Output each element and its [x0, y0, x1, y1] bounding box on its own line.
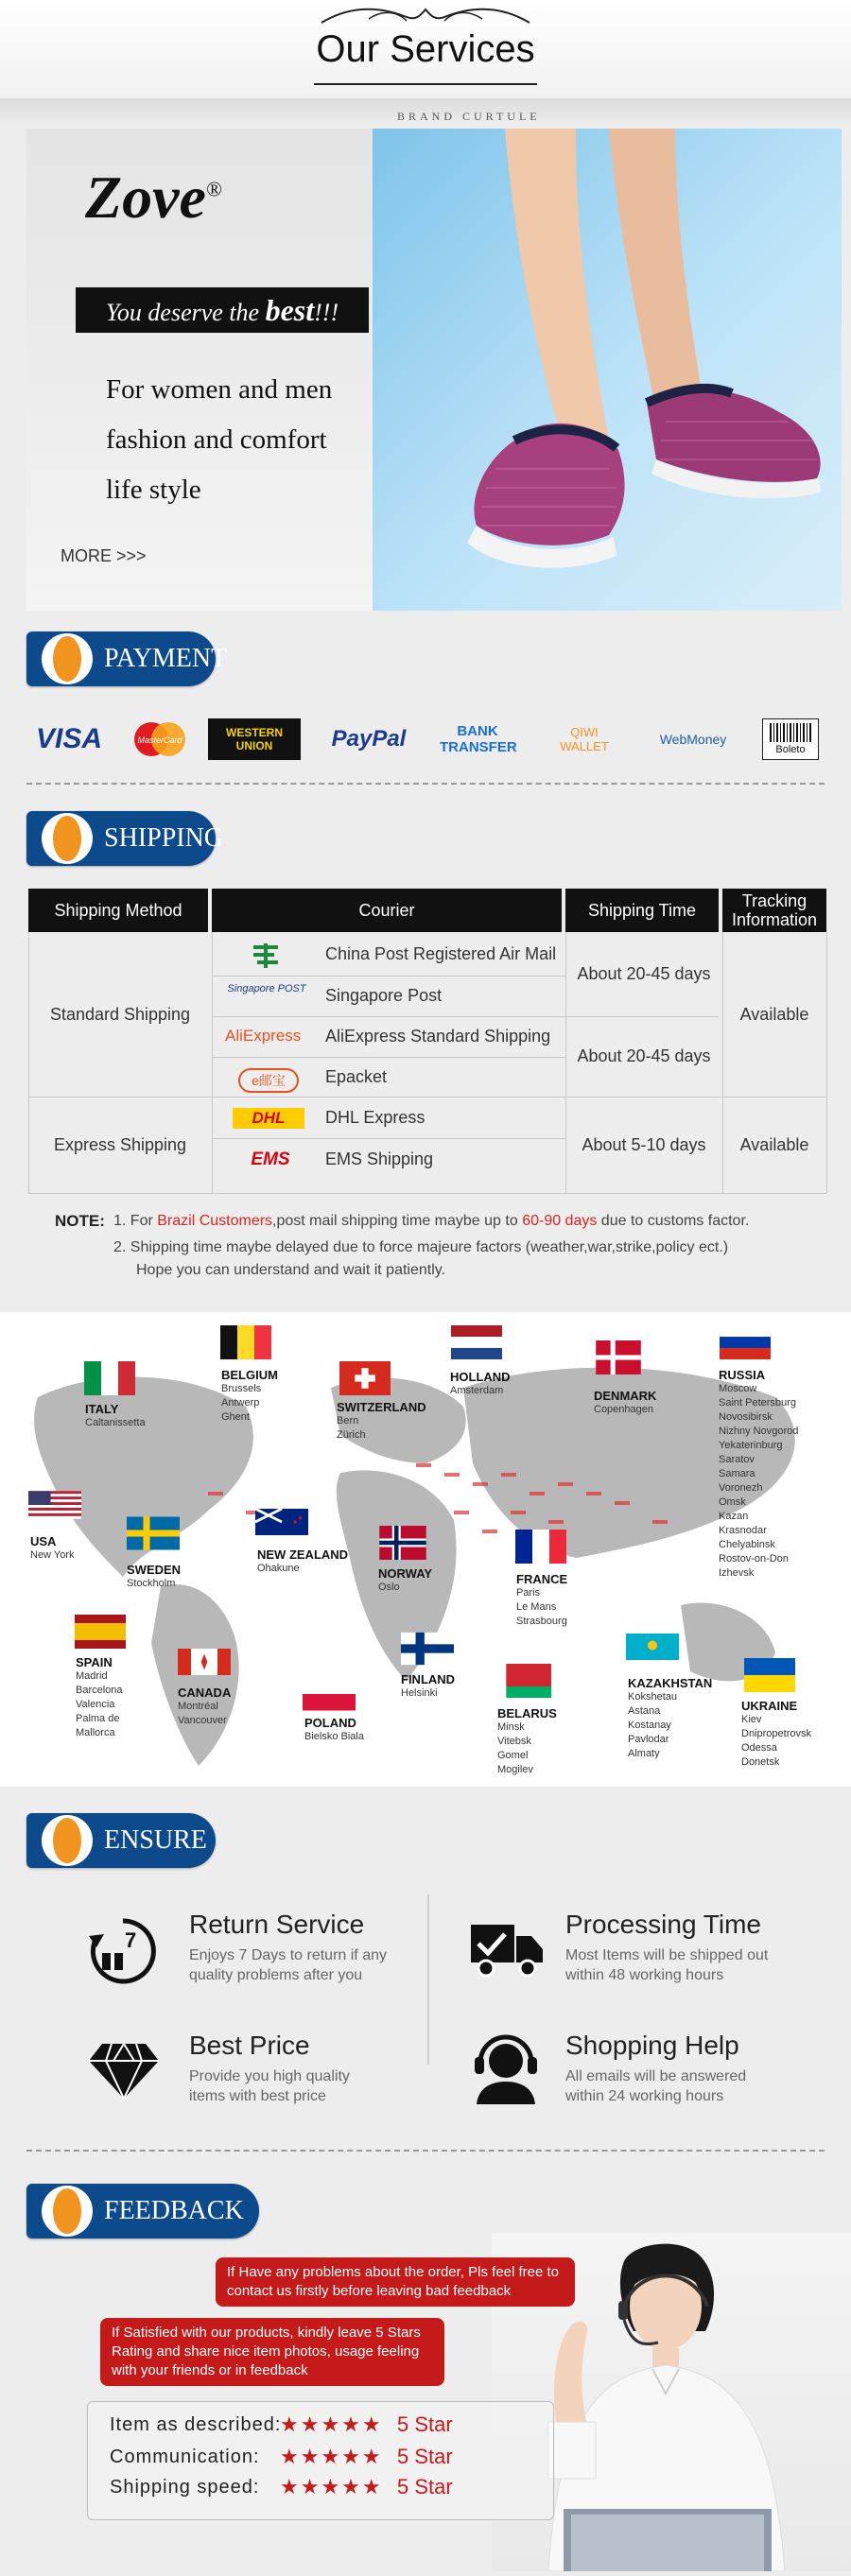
feedback-bubble-rating: If Satisfied with our products, kindly leave 5 Stars Rating and share nice item photos, usage feeling with your friends or in feedback — [100, 2318, 444, 2386]
country-ukraine: UKRAINE — [741, 1699, 798, 1713]
th-shipping-method: Shipping Method — [28, 889, 208, 932]
flag-italy-icon — [83, 1361, 136, 1395]
rating-label-item: Item as described: — [110, 2414, 282, 2435]
country-holland: HOLLAND — [450, 1370, 511, 1384]
qiwi-wallet-logo: QIWI WALLET — [560, 725, 609, 753]
cities-italy: Caltanissetta — [85, 1417, 146, 1428]
cities-new-zealand: Ohakune — [257, 1563, 300, 1574]
rating-text-item: 5 Star — [397, 2412, 453, 2436]
payment-logos — [26, 718, 821, 760]
flag-russia-icon — [719, 1325, 772, 1359]
flag-usa-icon — [28, 1488, 81, 1522]
courier-ems: EMS Shipping — [325, 1149, 434, 1168]
ensure-divider — [427, 1894, 429, 2065]
courier-aliexpress: AliExpress Standard Shipping — [325, 1027, 551, 1046]
slogan-banner: You deserve the best!!! — [76, 287, 369, 333]
ensure-desc-return: Enjoys 7 Days to return if any quality problems after you — [189, 1947, 387, 1983]
cities-norway: Oslo — [378, 1582, 400, 1593]
feedback-badge: FEEDBACK — [26, 2184, 259, 2239]
tracking-standard: Available — [739, 1004, 809, 1024]
flag-norway-icon — [376, 1526, 429, 1560]
th-shipping-time: Shipping Time — [565, 889, 719, 932]
ensure-title-return: Return Service — [189, 1910, 365, 1939]
flag-sweden-icon — [127, 1516, 180, 1550]
cities-holland: Amsterdam — [450, 1385, 504, 1396]
flag-switzerland-icon — [339, 1361, 391, 1395]
time-standard-1: About 20-45 days — [577, 964, 711, 983]
time-standard-2: About 20-45 days — [577, 1046, 711, 1065]
flag-spain-icon — [74, 1615, 127, 1649]
flag-ukraine-icon — [743, 1658, 796, 1692]
country-belgium: BELGIUM — [221, 1368, 278, 1382]
cities-finland: Helsinki — [401, 1687, 438, 1699]
china-post-logo — [250, 940, 282, 972]
brand-text: BRAND CURTULE — [397, 110, 541, 123]
brand-logo: Zove® — [85, 164, 222, 231]
rating-label-shipping: Shipping speed: — [110, 2477, 260, 2498]
time-express: About 5-10 days — [582, 1134, 706, 1154]
cities-russia: Moscow Saint Petersburg Novosibirsk Nizhny Novgorod Yekaterinburg Saratov Samara Voronezh Omsk Kazan Krasnodar Chelyabinsk Rostov-on-Don Izhevsk — [719, 1383, 799, 1579]
ensure-title-help: Shopping Help — [565, 2031, 739, 2060]
flag-poland-icon — [303, 1677, 356, 1711]
services-header — [0, 0, 851, 98]
webmoney-logo: WebMoney — [659, 732, 727, 747]
rating-text-communication: 5 Star — [397, 2445, 453, 2468]
cities-usa: New York — [30, 1549, 75, 1561]
page-title: Our Services — [316, 28, 535, 70]
payment-badge: PAYMENT — [26, 631, 216, 686]
shipping-badge: SHIPPING — [26, 811, 216, 866]
ensure-title-price: Best Price — [189, 2031, 310, 2060]
ems-logo: EMS — [251, 1150, 290, 1169]
country-kazakhstan: KAZAKHSTAN — [628, 1676, 713, 1690]
dhl-logo: DHL — [233, 1108, 304, 1129]
country-belarus: BELARUS — [497, 1706, 557, 1720]
country-sweden: SWEDEN — [127, 1563, 182, 1577]
cities-denmark: Copenhagen — [594, 1404, 654, 1415]
brand-band — [0, 98, 851, 129]
country-canada: CANADA — [178, 1686, 232, 1700]
headset-icon — [473, 2034, 539, 2104]
country-finland: FINLAND — [401, 1672, 456, 1686]
epacket-logo: e邮宝 — [238, 1068, 299, 1093]
flag-canada-icon — [178, 1645, 231, 1679]
rating-stars-item: ★★★★★ — [280, 2412, 383, 2436]
country-usa: USA — [30, 1534, 57, 1548]
ensure-desc-help: All emails will be answered within 24 working hours — [565, 2068, 747, 2104]
flag-belarus-icon — [499, 1664, 552, 1698]
shipping-table — [28, 889, 826, 1193]
flag-france-icon — [514, 1530, 567, 1564]
rating-text-shipping: 5 Star — [397, 2475, 453, 2498]
method-standard: Standard Shipping — [49, 1004, 191, 1024]
country-new-zealand: NEW ZEALAND — [257, 1547, 349, 1562]
country-italy: ITALY — [85, 1402, 119, 1416]
ensure-title-processing: Processing Time — [565, 1910, 761, 1939]
country-spain: SPAIN — [76, 1655, 113, 1669]
country-norway: NORWAY — [378, 1566, 433, 1581]
truck-icon — [469, 1919, 545, 1981]
cities-belgium: Brussels Antwerp Ghent — [221, 1383, 262, 1423]
th-tracking: Tracking Information — [722, 889, 826, 932]
world-map-panel — [0, 1312, 851, 1787]
more-link[interactable]: MORE >>> — [61, 546, 147, 565]
section-divider — [26, 783, 825, 785]
ensure-desc-price: Provide you high quality items with best price — [189, 2068, 350, 2104]
paypal-logo: PayPal — [331, 726, 407, 752]
th-courier: Courier — [212, 889, 562, 932]
svg-text:MasterCard: MasterCard — [137, 735, 182, 745]
flag-belgium-icon — [219, 1325, 272, 1359]
cities-sweden: Stockholm — [127, 1578, 176, 1589]
mastercard-logo — [130, 718, 189, 760]
title-underline — [314, 83, 537, 85]
hero-tagline: For women and men fashion and comfort life style — [106, 374, 333, 505]
hero-shoe-photo — [373, 129, 842, 611]
flag-kazakhstan-icon — [626, 1630, 679, 1664]
boleto-logo: Boleto — [762, 718, 819, 760]
diamond-icon — [87, 2042, 161, 2101]
courier-dhl: DHL Express — [325, 1107, 426, 1127]
tracking-express: Available — [739, 1134, 809, 1154]
courier-singapore-post: Singapore Post — [325, 986, 443, 1005]
aliexpress-logo: AliExpress — [225, 1027, 302, 1045]
bank-transfer-logo: BANK TRANSFER — [440, 723, 517, 755]
return-7-days-icon — [87, 1915, 159, 1987]
courier-china-post: China Post Registered Air Mail — [325, 943, 557, 963]
cities-switzerland: Bern Zürich — [337, 1415, 366, 1441]
cities-kazakhstan: Kokshetau Astana Kostanay Pavlodar Almaty — [628, 1691, 677, 1759]
cities-ukraine: Kiev Dnipropetrovsk Odessa Donetsk — [741, 1714, 811, 1768]
note-line-2: 2. Shipping time maybe delayed due to force majeure factors (weather,war,strike,policy ect.) — [113, 1239, 729, 1255]
country-france: FRANCE — [516, 1572, 568, 1586]
note-line-3: Hope you can understand and wait it patiently. — [136, 1262, 446, 1278]
flag-new-zealand-icon — [255, 1505, 308, 1539]
feedback-bubble-problems: If Have any problems about the order, Pls feel free to contact us firstly before leaving bad feedback — [216, 2257, 575, 2307]
flag-denmark-icon — [592, 1340, 645, 1374]
courier-epacket: Epacket — [325, 1066, 388, 1086]
singapore-post-logo: Singapore POST — [227, 983, 306, 994]
ensure-desc-processing: Most Items will be shipped out within 48 working hours — [565, 1947, 769, 1983]
cities-france: Paris Le Mans Strasbourg — [516, 1587, 567, 1627]
country-denmark: DENMARK — [594, 1389, 657, 1403]
country-russia: RUSSIA — [719, 1368, 766, 1382]
rating-stars-communication: ★★★★★ — [280, 2445, 383, 2468]
cities-poland: Bielsko Biala — [304, 1731, 364, 1742]
cities-canada: Montréal Vancouver — [178, 1701, 227, 1726]
western-union-logo: WESTERN UNION — [208, 718, 301, 760]
visa-logo: VISA — [35, 723, 103, 754]
flag-holland-icon — [450, 1325, 503, 1359]
country-poland: POLAND — [304, 1716, 356, 1730]
cities-belarus: Minsk Vitebsk Gomel Mogilev — [497, 1721, 533, 1775]
rating-label-communication: Communication: — [110, 2446, 260, 2467]
cities-spain: Madrid Barcelona Valencia Palma de Mallorca — [76, 1670, 123, 1738]
svg-text:7: 7 — [125, 1928, 137, 1952]
note-line-1: 1. For Brazil Customers,post mail shipping time maybe up to 60-90 days due to customs factor. — [113, 1213, 750, 1229]
note-label: NOTE: — [55, 1212, 105, 1230]
rating-stars-shipping: ★★★★★ — [280, 2475, 383, 2498]
ensure-badge: ENSURE — [26, 1813, 216, 1868]
country-switzerland: SWITZERLAND — [337, 1400, 426, 1414]
method-express: Express Shipping — [53, 1134, 187, 1154]
flag-finland-icon — [401, 1632, 454, 1666]
section-divider-2 — [26, 2150, 825, 2152]
